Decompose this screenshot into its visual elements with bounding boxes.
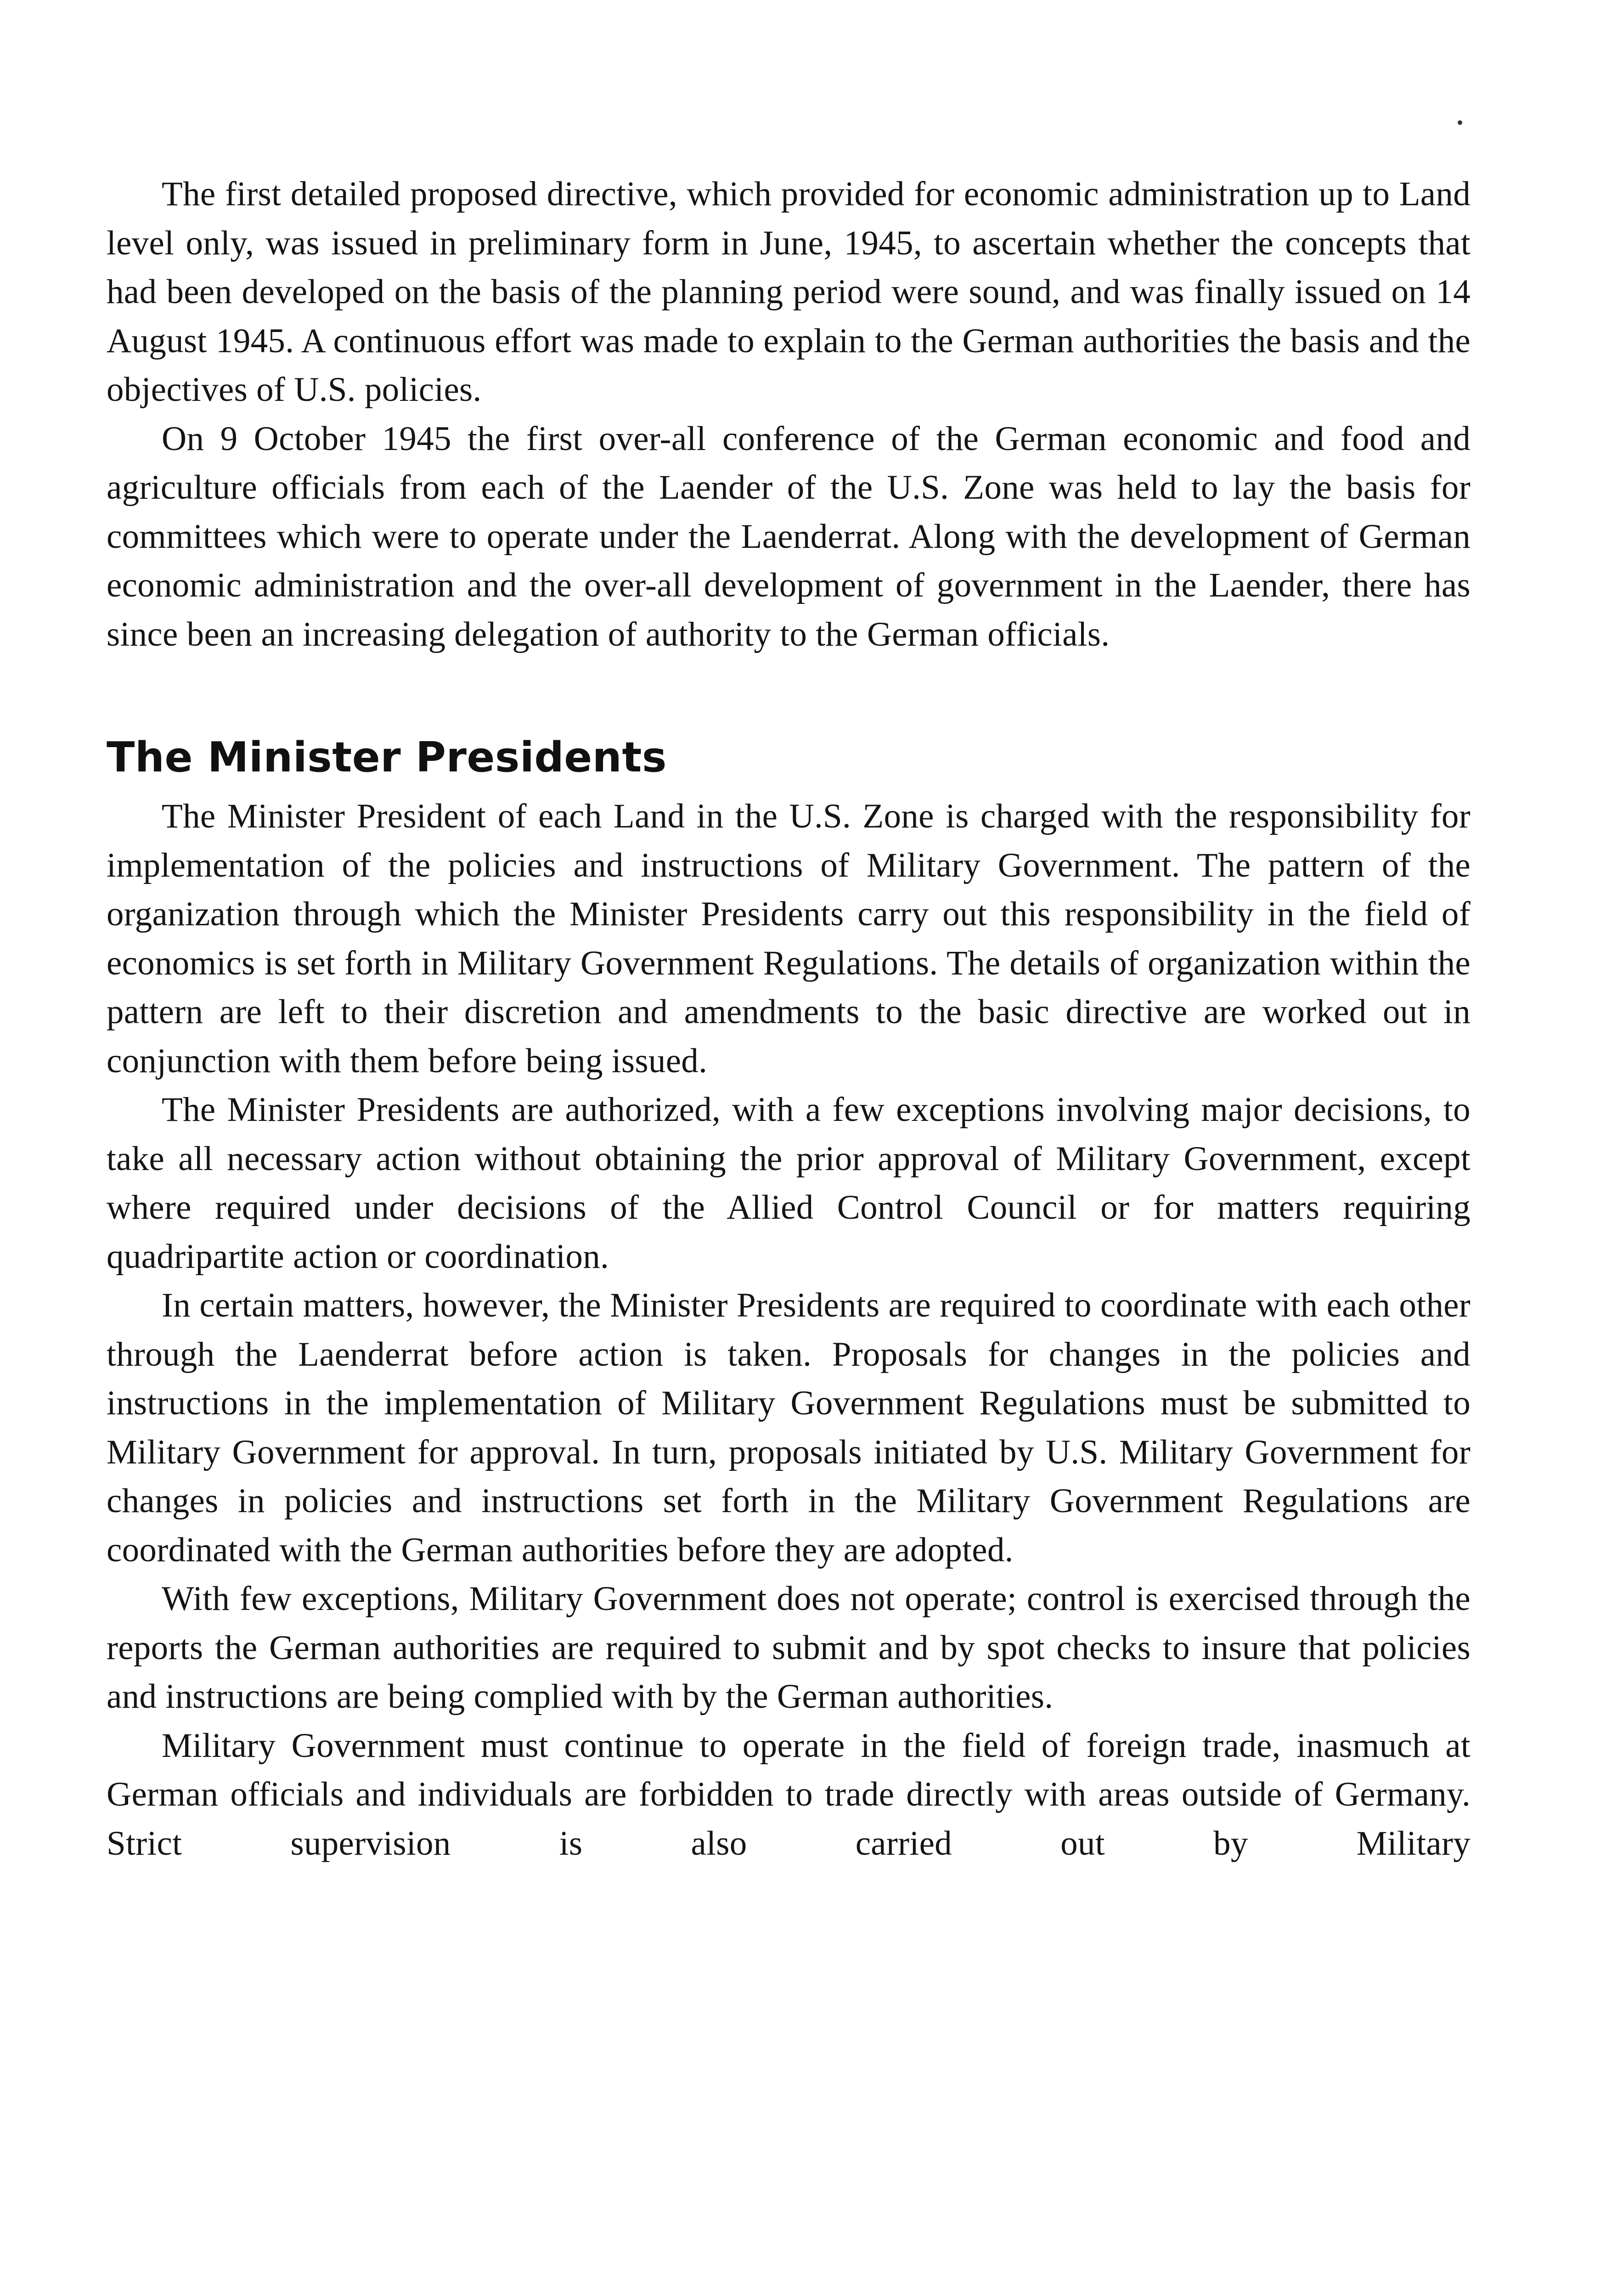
paragraph-foreign-trade: Military Government must continue to operate in the field of foreign trade, inasmuch at German officials and individuals are forbidden to trade directly with areas outside of Germany. Strict supervision is also carried out by Military [107,1726,1471,1863]
paragraph-proposed-directive: The first detailed proposed directive, which provided for economic administration up to Land level only, was issued in preliminary form in June, 1945, to ascertain whether the concepts that had been developed on the basis of the planning period were sound, and was finally issued on 14 August 1945. A continuous effort was made to explain to the German authorities the basis and the objectives of U.S. policies. [107,175,1471,409]
paragraph-minister-president-responsibility: The Minister President of each Land in the U.S. Zone is charged with the responsibility for implementation of the policies and instructions of Military Government. The pattern of the organization through which the Minister Presidents carry out this responsibility in the field of economics is set forth in Military Government Regulations. The details of organization within the pattern are left to their discretion and amendments to the basic directive are worked out in conjunction with them before being issued. [107,797,1471,1080]
page-body [107,170,1471,1868]
paragraph-authorized-action: The Minister Presidents are authorized, with a few exceptions involving major decisions, to take all necessary action without obtaining the prior approval of Military Government, except where required under decisions of the Allied Control Council or for matters requiring quadripartite action or coordination. [107,1091,1471,1276]
paragraph-control-reports: With few exceptions, Military Government does not operate; control is exercised through the reports the German authorities are required to submit and by spot checks to insure that policies and instructions are being complied with by the German authorities. [107,1580,1471,1716]
section-heading-minister-presidents: The Minister Presidents [107,733,667,782]
paragraph-coordination: In certain matters, however, the Minister Presidents are required to coordinate with each other through the Laenderrat before action is taken. Proposals for changes in the policies and instructions in the implementation of Military Government Regulations must be submitted to Military Government for approval. In turn, proposals initiated by U.S. Military Government for changes in policies and instructions set forth in the Military Government Regulations are coordinated with the German authorities before they are adopted. [107,1286,1471,1569]
paragraph-october-conference: On 9 October 1945 the first over-all conference of the German economic and food and agriculture officials from each of the Laender of the U.S. Zone was held to lay the basis for committees which were to operate under the Laenderrat. Along with the development of German economic administration and the over-all development of government in the Laender, there has since been an increasing delegation of authority to the German officials. [107,419,1471,653]
print-speck [1458,120,1462,125]
